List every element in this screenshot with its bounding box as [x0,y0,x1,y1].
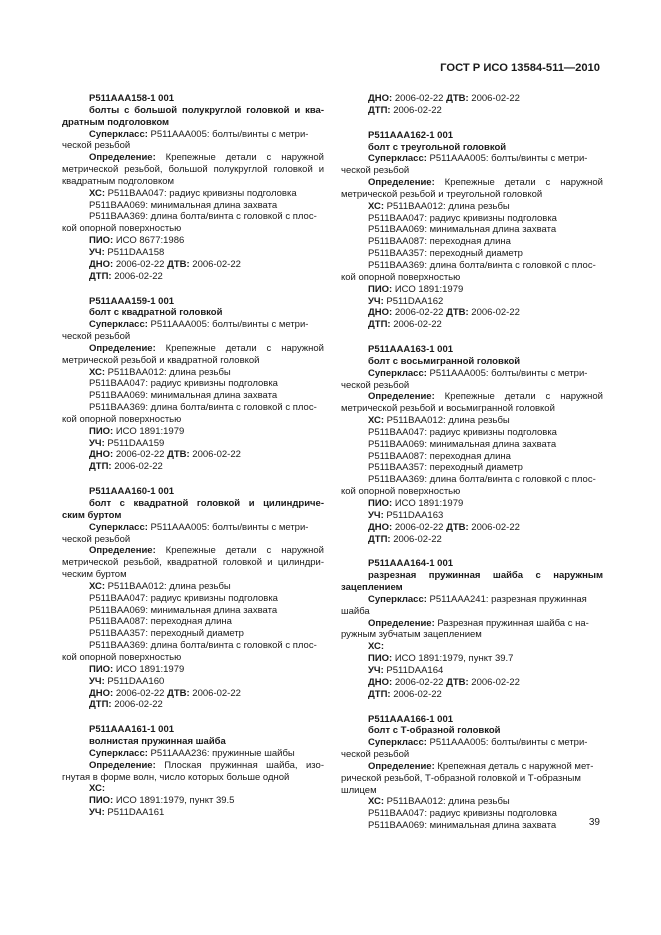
field-value: 2006-02-22 [468,307,520,319]
field-label: УЧ: [89,437,105,449]
entry-line [62,807,324,819]
field-label: Суперкласс: [368,153,427,165]
field-value: P511BAA012: длина резьбы [384,796,510,808]
field-label: Определение: [368,760,435,772]
field-value: Разрезная пружинная шайба с на- [434,617,589,629]
field-value: P511AAA005: болты/винты с метри- [147,521,309,533]
field-label: УЧ: [89,246,105,258]
entry-line [62,331,324,343]
field-label: ДТП: [368,319,391,331]
field-value: ческой резьбой [341,165,410,177]
field-label: ДНО: [368,93,393,104]
entry-line [341,689,603,701]
entry-line [341,785,603,797]
field-value: 2006-02-22 [113,258,168,270]
field-value: ИСО 8677:1986 [113,235,185,247]
entry-line [62,247,324,259]
field-value: Плоская пружинная шайба, изо- [155,759,324,771]
field-value: P511DAA163 [383,509,444,521]
field-value: ИСО 1891:1979 [113,425,185,437]
field-value: метрической резьбой, большой полукруглой головкой и [62,164,324,176]
entry-line [62,748,324,760]
entry-code: P511AAA163-1 001 [368,344,454,356]
field-value: P511BAA047: радиус кривизны подголовка [89,592,278,604]
field-label: ХС: [89,580,105,592]
entry-line [341,319,603,331]
entry-line [341,272,603,284]
entry-line [341,773,603,785]
entry-line [62,438,324,450]
entry-line [62,783,324,795]
entry-line [341,224,603,236]
field-value: 2006-02-22 [390,533,442,545]
field-label: ПИО: [89,235,114,247]
field-value: P511DAA159 [104,437,165,449]
entry-title: волнистая пружинная шайба [89,736,226,748]
field-value: P511BAA069: минимальная длина захвата [89,604,278,616]
field-label: УЧ: [89,807,105,819]
entry-title: болты с большой полукруглой головкой и ква- [89,104,324,116]
field-label: ДНО: [368,521,393,533]
entry-line [62,223,324,235]
field-value: P511DAA161 [104,807,165,819]
entry-line [62,545,324,557]
field-value: 2006-02-22 [113,449,168,461]
entry-line [341,296,603,308]
entry-line [341,284,603,296]
entry-line [62,569,324,581]
entry-line [341,594,603,606]
entry-line [62,699,324,711]
entry-line [341,534,603,546]
entry-line [341,177,603,189]
field-value: 2006-02-22 [189,687,241,699]
field-value: ческой резьбой [62,331,131,343]
field-label: ПИО: [368,283,393,295]
entry-line [341,213,603,225]
field-value: шайба [341,605,370,617]
field-value: P511BAA047: радиус кривизны подголовка [368,426,557,438]
field-value: метрической резьбой, квадратной головкой и цилиндри- [62,557,324,569]
entry-line [62,414,324,426]
field-value: ческой резьбой [341,749,410,761]
field-label: Суперкласс: [89,747,148,759]
dictionary-entry [341,558,603,700]
field-label: ХС: [368,796,384,808]
field-value: Крепежная деталь с наружной мет- [434,760,594,772]
field-value: P511AAA005: болты/винты с метри- [426,153,588,165]
field-label: Определение: [368,391,435,403]
entry-line [341,93,603,105]
entry-code: P511AAA158-1 001 [89,93,175,104]
entry-line [341,629,603,641]
field-value: Крепежные детали с наружной [155,152,324,164]
field-value: ИСО 1891:1979, пункт 39.7 [392,653,514,665]
field-value: P511BAA069: минимальная длина захвата [89,390,278,402]
field-value: метрической резьбой и квадратной головкой [62,354,260,366]
entry-line [341,737,603,749]
entry-code: P511AAA162-1 001 [368,129,454,141]
field-value: P511AAA005: болты/винты с метри- [426,367,588,379]
entry-line [62,461,324,473]
entry-line [341,641,603,653]
entry-line [62,319,324,331]
field-value: P511BAA369: длина болта/винта с головкой с плос- [89,211,317,223]
entry-line [62,164,324,176]
entry-line [62,628,324,640]
field-value: ИСО 1891:1979 [392,498,464,509]
field-value: 2006-02-22 [390,104,442,116]
field-label: ДТП: [368,104,391,116]
field-label: ПИО: [89,663,114,675]
entry-line [341,165,603,177]
dictionary-entry [62,724,324,819]
field-label: Определение: [89,759,156,771]
entry-line [62,390,324,402]
field-value: P511AAA241: разрезная пружинная [426,593,587,605]
field-label: ПИО: [89,425,114,437]
entry-line [62,140,324,152]
entry-line [62,676,324,688]
field-label: Суперкласс: [368,593,427,605]
entry-line [341,761,603,773]
field-label: ДНО: [89,687,114,699]
field-value: P511DAA160 [104,675,165,687]
entry-line [341,201,603,213]
field-value: ческим буртом [62,569,127,581]
field-value: 2006-02-22 [111,461,163,473]
entry-line [341,606,603,618]
field-value: P511BAA069: минимальная длина захвата [89,199,278,211]
field-value: Крепежные детали с наружной [434,391,603,403]
entry-line [341,665,603,677]
dictionary-entry [341,714,603,832]
dictionary-entry [341,344,603,545]
field-label: УЧ: [368,509,384,521]
field-label: ХС: [368,641,384,653]
field-label: ДНО: [368,307,393,319]
entry-code: P511AAA159-1 001 [89,295,175,307]
entry-line [62,378,324,390]
entry-line [341,248,603,260]
field-value: ИСО 1891:1979, пункт 39.5 [113,795,235,807]
field-value: P511BAA087: переходная длина [368,450,511,462]
entry-line [62,402,324,414]
field-value: P511BAA087: переходная длина [368,236,511,248]
field-label: ХС: [89,783,105,795]
entry-line [62,259,324,271]
entry-line [341,415,603,427]
entry-line [341,451,603,463]
field-value: P511DAA162 [383,295,444,307]
entry-line [62,129,324,141]
field-value: ческой резьбой [62,533,131,545]
field-label: Суперкласс: [368,367,427,379]
field-value: ружным зубчатым зацеплением [341,629,482,641]
entry-line [341,153,603,165]
field-value: 2006-02-22 [113,687,168,699]
entry-code: P511AAA164-1 001 [368,558,454,570]
entry-line [341,796,603,808]
field-value: P511BAA357: переходный диаметр [368,248,523,260]
field-value: 2006-02-22 [390,688,442,700]
field-value: P511BAA369: длина болта/винта с головкой с плос- [368,474,596,486]
field-label: ДТП: [368,533,391,545]
field-value: 2006-02-22 [189,449,241,461]
field-label: ДТВ: [446,307,469,319]
field-value: P511AAA005: болты/винты с метри- [426,737,588,749]
field-label: ДТП: [89,270,112,282]
field-value: P511BAA047: радиус кривизны подголовка [89,378,278,390]
entry-line [62,664,324,676]
field-label: ХС: [368,415,384,427]
field-value: P511BAA047: радиус кривизны подголовка [105,187,297,199]
entry-line [62,652,324,664]
field-label: ХС: [89,187,105,199]
page-number: 39 [588,817,600,828]
entry-line [62,449,324,461]
entry-line [341,236,603,248]
entry-line [62,688,324,700]
dictionary-entry [341,130,603,331]
field-value: метрической резьбой и восьмигранной головкой [341,403,555,415]
entry-line [62,152,324,164]
field-value: P511BAA087: переходная длина [89,616,232,628]
entry-line [62,616,324,628]
field-value: 2006-02-22 [392,93,447,104]
entry-line [341,618,603,630]
entry-line [62,426,324,438]
entry-line [62,581,324,593]
entry-line [62,343,324,355]
field-value: шлицем [341,784,377,796]
dictionary-entry [62,486,324,711]
entry-title: дратным подголовком [62,116,170,128]
field-value: рической резьбой, Т-образной головкой и Т-образным [341,772,581,784]
field-value: кой опорной поверхностью [62,651,182,663]
entry-title: зацеплением [341,582,403,594]
entry-code: P511AAA160-1 001 [89,486,175,498]
field-value: P511DAA164 [383,664,444,676]
field-value: ческой резьбой [62,140,131,152]
entry-line [62,534,324,546]
entry-line [341,439,603,451]
entry-line [62,176,324,188]
entry-line [62,188,324,200]
dictionary-entry [62,296,324,474]
field-label: ДТВ: [446,676,469,688]
field-label: ПИО: [368,498,393,509]
entry-line [341,653,603,665]
field-value: P511AAA236: пружинные шайбы [147,747,295,759]
entry-line [62,200,324,212]
field-label: Определение: [368,177,435,189]
field-label: ДТВ: [167,687,190,699]
field-label: ПИО: [368,653,393,665]
field-value: 2006-02-22 [468,521,520,533]
entry-title: ским буртом [62,509,122,521]
entry-line [341,403,603,415]
entry-line [341,105,603,117]
field-label: ПИО: [89,795,114,807]
entry-line [341,749,603,761]
field-value: квадратным подголовком [62,175,175,187]
field-value: кой опорной поверхностью [62,413,182,425]
field-label: ДНО: [89,258,114,270]
entry-line [341,260,603,272]
field-value: Крепежные детали с наружной [155,545,324,557]
entry-line [341,391,603,403]
field-value: 2006-02-22 [468,93,520,104]
entry-line [62,605,324,617]
entry-line [62,772,324,784]
field-value: P511BAA047: радиус кривизны подголовка [368,808,557,820]
entry-title: болт с Т-образной головкой [368,725,501,737]
field-label: УЧ: [368,295,384,307]
entry-line [341,307,603,319]
field-label: ДТП: [89,699,112,711]
field-value: 2006-02-22 [111,699,163,711]
field-value: P511BAA357: переходный диаметр [89,628,244,640]
entry-line [62,760,324,772]
field-value: P511BAA047: радиус кривизны подголовка [368,212,557,224]
entry-line [341,189,603,201]
field-value: Крепежные детали с наружной [155,342,324,354]
field-label: ДТВ: [167,449,190,461]
entry-continuation [341,93,603,117]
field-value: P511BAA012: длина резьбы [384,200,510,212]
field-value: 2006-02-22 [390,319,442,331]
field-value: 2006-02-22 [392,307,447,319]
entry-line [341,510,603,522]
field-value: кой опорной поверхностью [341,486,461,498]
field-value: 2006-02-22 [189,258,241,270]
field-label: УЧ: [89,675,105,687]
field-value: кой опорной поверхностью [62,223,182,235]
field-label: ДНО: [89,449,114,461]
entry-code: P511AAA166-1 001 [368,713,454,725]
field-label: ХС: [368,200,384,212]
field-value: P511BAA069: минимальная длина захвата [368,438,557,450]
entry-line [62,367,324,379]
field-value: P511BAA369: длина болта/винта с головкой с плос- [89,640,317,652]
field-value: гнутая в форме волн, число которых больше одной [62,771,290,783]
entry-code: P511AAA161-1 001 [89,724,175,736]
entry-title: болт с восьмигранной головкой [368,355,521,367]
entry-line [341,462,603,474]
entry-line [341,427,603,439]
field-label: Суперкласс: [368,737,427,749]
field-label: Определение: [89,152,156,164]
entry-title: болт с квадратной головкой и цилиндриче- [89,498,324,509]
field-label: ДТП: [368,688,391,700]
field-value: P511AAA005: болты/винты с метри- [147,319,309,331]
field-value: ИСО 1891:1979 [113,663,185,675]
entry-line [62,211,324,223]
entry-line [62,271,324,283]
field-value: P511DAA158 [104,246,165,258]
field-value: Крепежные детали с наружной [434,177,603,189]
entry-line [62,522,324,534]
entry-line [62,235,324,247]
field-value: P511BAA012: длина резьбы [384,415,510,427]
field-label: УЧ: [368,664,384,676]
entry-line [341,498,603,510]
right-column [341,93,603,845]
entry-line [341,380,603,392]
field-label: ДТВ: [167,258,190,270]
dictionary-entry [62,93,324,283]
entry-title: разрезная пружинная шайба с наружным [368,570,603,582]
entry-line [341,677,603,689]
entry-line [341,368,603,380]
field-value: P511AAA005: болты/винты с метри- [147,128,309,140]
field-value: метрической резьбой и треугольной головкой [341,188,543,200]
field-label: Суперкласс: [89,521,148,533]
field-value: 2006-02-22 [468,676,520,688]
entry-line [341,474,603,486]
field-value: 2006-02-22 [111,270,163,282]
field-label: Суперкласс: [89,128,148,140]
entry-title: болт с квадратной головкой [89,307,223,319]
field-label: ДТВ: [446,521,469,533]
field-value: ческой резьбой [341,379,410,391]
field-value: P511BAA369: длина болта/винта с головкой с плос- [89,402,317,414]
field-label: ДТП: [89,461,112,473]
field-value: 2006-02-22 [392,676,447,688]
field-label: Определение: [89,545,156,557]
field-value: кой опорной поверхностью [341,271,461,283]
field-value: P511BAA069: минимальная длина захвата [368,224,557,236]
field-value: 2006-02-22 [392,521,447,533]
entry-line [62,593,324,605]
field-label: ДНО: [368,676,393,688]
field-label: Определение: [368,617,435,629]
field-value: P511BAA369: длина болта/винта с головкой с плос- [368,259,596,271]
field-value: P511BAA357: переходный диаметр [368,462,523,474]
field-value: P511BAA012: длина резьбы [105,580,231,592]
entry-line [341,522,603,534]
entry-title: болт с треугольной головкой [368,141,507,153]
field-label: ДТВ: [446,93,469,104]
entry-line [341,486,603,498]
field-value: P511BAA012: длина резьбы [105,366,231,378]
field-value: P511BAA069: минимальная длина захвата [368,820,557,832]
entry-line [62,355,324,367]
left-column [62,93,324,832]
document-header: ГОСТ Р ИСО 13584-511—2010 [440,62,600,74]
entry-line [62,557,324,569]
entry-line [62,640,324,652]
field-label: ХС: [89,366,105,378]
field-label: Определение: [89,342,156,354]
field-label: Суперкласс: [89,319,148,331]
field-value: ИСО 1891:1979 [392,283,464,295]
entry-line [62,795,324,807]
